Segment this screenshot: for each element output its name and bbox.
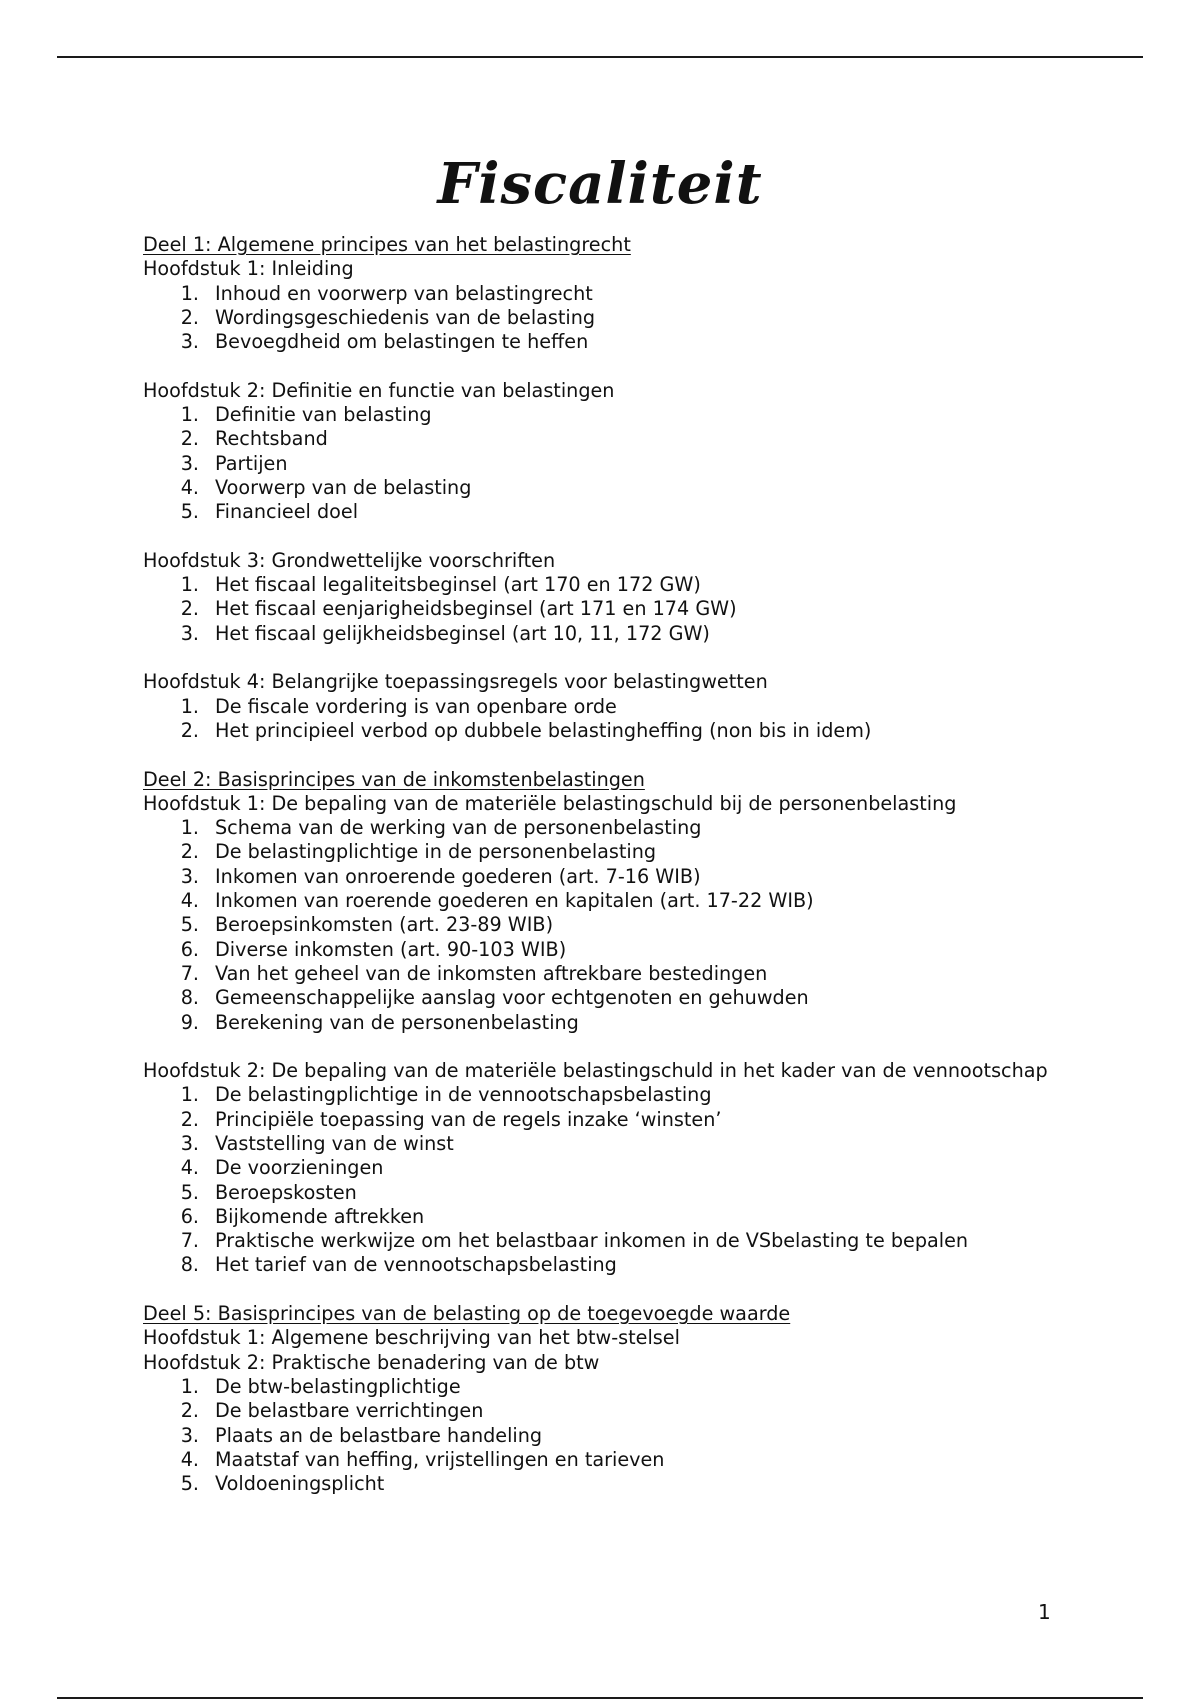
list-item: 7. Van het geheel van de inkomsten aftrekbare bestedingen: [180, 961, 768, 985]
chapter-heading: Hoofdstuk 2: Definitie en functie van belastingen: [143, 378, 615, 402]
list-item: 1. Het fiscaal legaliteitsbeginsel (art 170 en 172 GW): [180, 573, 701, 597]
chapter-heading: Hoofdstuk 4: Belangrijke toepassingsregels voor belastingwetten: [143, 670, 768, 694]
deel-heading: Deel 2: Basisprincipes van de inkomstenbelastingen: [143, 767, 645, 791]
chapter-heading: Hoofdstuk 1: De bepaling van de materiële belastingschuld bij de personenbelasting: [143, 791, 957, 815]
list-item: 5. Financieel doel: [180, 500, 359, 524]
chapter-heading: Hoofdstuk 2: Praktische benadering van de btw: [143, 1350, 600, 1374]
list-item: 1. Definitie van belasting: [180, 403, 432, 427]
table-of-contents: [143, 233, 1055, 1496]
list-item: 4. Voorwerp van de belasting: [180, 475, 472, 499]
chapter-heading: Hoofdstuk 3: Grondwettelijke voorschriften: [143, 548, 556, 572]
list-item: 3. Vaststelling van de winst: [180, 1131, 454, 1155]
list-item: 5. Beroepsinkomsten (art. 23-89 WIB): [180, 913, 554, 937]
deel-heading: Deel 5: Basisprincipes van de belasting op de toegevoegde waarde: [143, 1302, 791, 1326]
list-item: 3. Bevoegdheid om belastingen te heffen: [180, 330, 589, 354]
list-item: 7. Praktische werkwijze om het belastbaar inkomen in de VSbelasting te bepalen: [180, 1229, 969, 1253]
list-item: 6. Bijkomende aftrekken: [180, 1204, 425, 1228]
chapter-heading: Hoofdstuk 2: De bepaling van de materiële belastingschuld in het kader van de vennootschap: [143, 1059, 1048, 1083]
list-item: 4. Maatstaf van heffing, vrijstellingen en tarieven: [180, 1447, 665, 1471]
chapter-heading: Hoofdstuk 1: Algemene beschrijving van het btw-stelsel: [143, 1326, 680, 1350]
list-item: 1. De fiscale vordering is van openbare orde: [180, 694, 617, 718]
list-item: 5. Voldoeningsplicht: [180, 1472, 385, 1496]
deel-heading: Deel 1: Algemene principes van het belastingrecht: [143, 233, 631, 256]
list-item: 6. Diverse inkomsten (art. 90-103 WIB): [180, 937, 567, 961]
list-item: 2. De belastingplichtige in de personenbelasting: [180, 840, 657, 864]
list-item: 3. Inkomen van onroerende goederen (art. 7-16 WIB): [180, 864, 701, 888]
page-number: 1: [1038, 1600, 1051, 1624]
list-item: 4. Inkomen van roerende goederen en kapitalen (art. 17-22 WIB): [180, 889, 814, 913]
list-item: 2. Wordingsgeschiedenis van de belasting: [180, 305, 596, 329]
list-item: 8. Het tarief van de vennootschapsbelasting: [180, 1253, 617, 1277]
list-item: 2. De belastbare verrichtingen: [180, 1399, 484, 1423]
document-title: Fiscaliteit: [437, 151, 763, 217]
list-item: 3. Het fiscaal gelijkheidsbeginsel (art 10, 11, 172 GW): [180, 621, 710, 645]
list-item: 2. Principiële toepassing van de regels inzake ‘winsten’: [180, 1107, 722, 1131]
list-item: 1. Schema van de werking van de personenbelasting: [180, 816, 702, 840]
list-item: 9. Berekening van de personenbelasting: [180, 1010, 579, 1034]
chapter-heading: Hoofdstuk 1: Inleiding: [143, 257, 354, 281]
list-item: 2. Het fiscaal eenjarigheidsbeginsel (art 171 en 174 GW): [180, 597, 737, 621]
list-item: 3. Partijen: [180, 451, 288, 475]
list-item: 1. De belastingplichtige in de vennootschapsbelasting: [180, 1083, 712, 1107]
list-item: 2. Het principieel verbod op dubbele belastingheffing (non bis in idem): [180, 718, 872, 742]
list-item: 8. Gemeenschappelijke aanslag voor echtgenoten en gehuwden: [180, 986, 809, 1010]
list-item: 3. Plaats an de belastbare handeling: [180, 1423, 543, 1447]
list-item: 1. De btw-belastingplichtige: [180, 1374, 461, 1398]
list-item: 4. De voorzieningen: [180, 1156, 384, 1180]
bottom-rule: [57, 1697, 1143, 1699]
list-item: 5. Beroepskosten: [180, 1180, 357, 1204]
list-item: 1. Inhoud en voorwerp van belastingrecht: [180, 281, 593, 305]
list-item: 2. Rechtsband: [180, 427, 328, 451]
top-rule: [57, 56, 1143, 58]
